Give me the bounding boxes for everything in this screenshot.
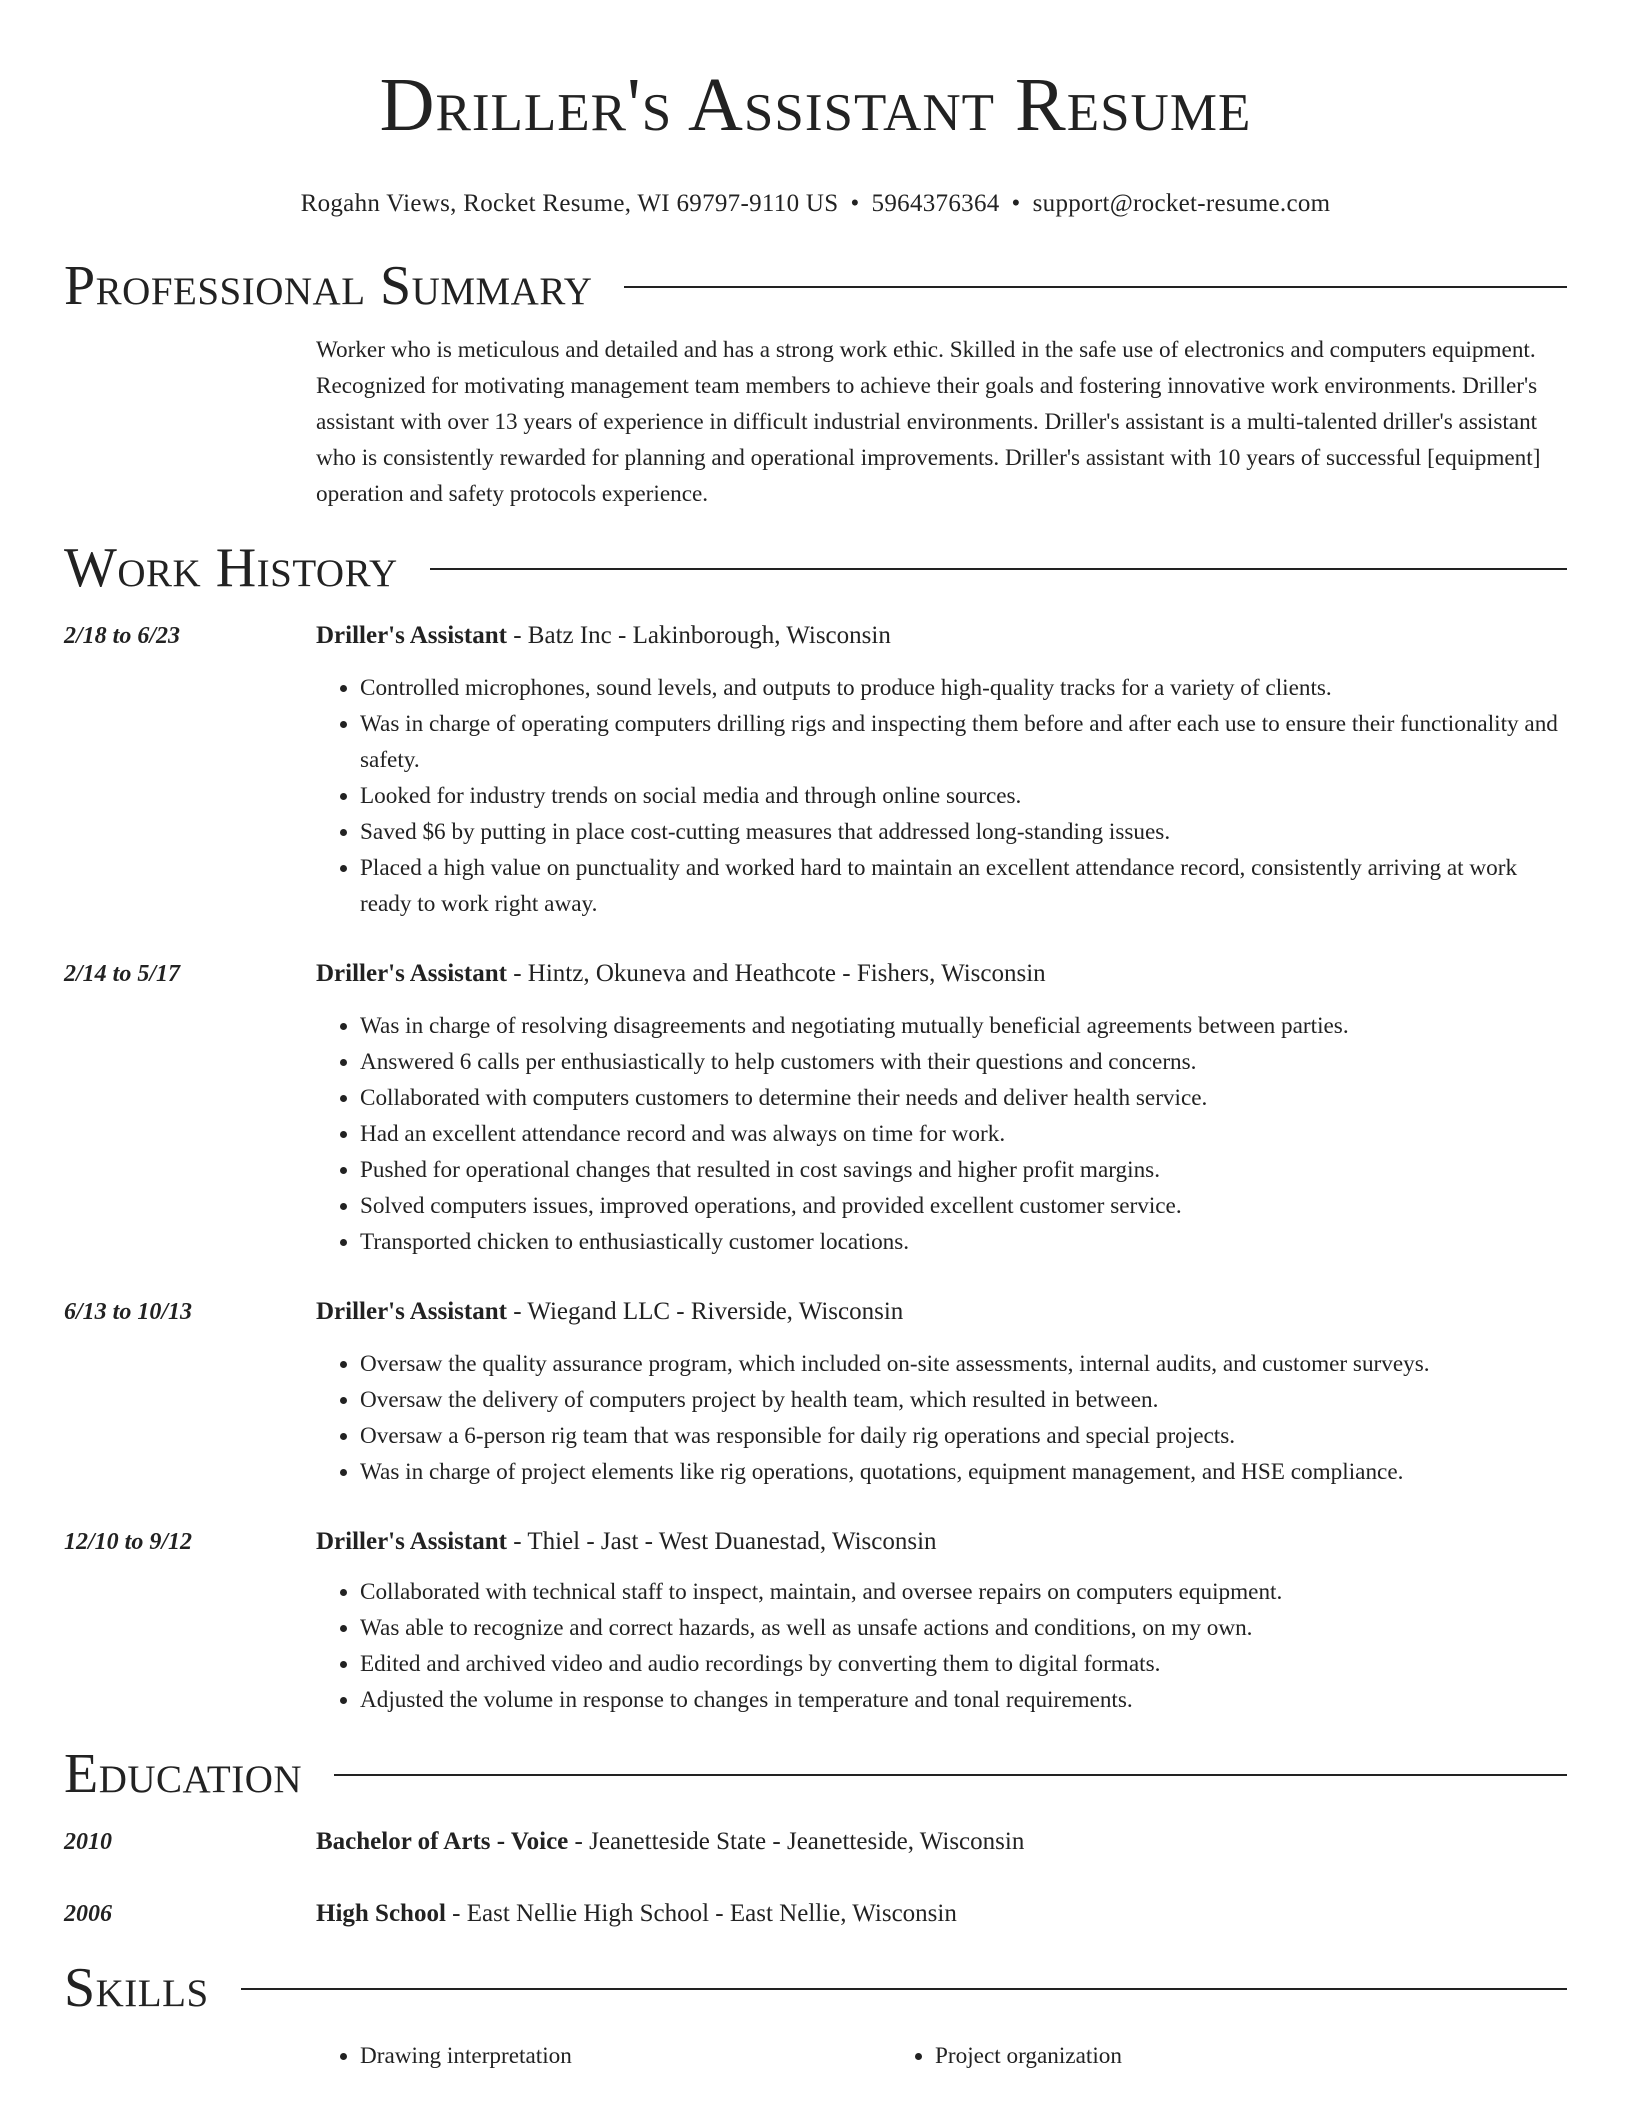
list-item: • Was in charge of operating computers drilling rigs and inspecting them before and after each use to ensure their functionality and safety. [360, 706, 1567, 778]
list-item: • Pushed for operational changes that resulted in cost savings and higher profit margins. [360, 1152, 1567, 1188]
phone: 5964376364 [871, 190, 1000, 217]
section-divider [430, 568, 1567, 570]
education-details: - Jeanetteside State - Jeanetteside, Wisconsin [568, 1828, 1025, 1855]
education-year: 2006 [64, 1901, 112, 1927]
section-work-history [64, 536, 1567, 600]
list-item: • Saved $6 by putting in place cost-cutting measures that addressed long-standing issues. [360, 814, 1567, 850]
job-role: Driller's Assistant [316, 1528, 507, 1555]
list-item: • Adjusted the volume in response to changes in temperature and tonal requirements. [360, 1682, 1567, 1718]
education-entry [64, 1896, 1567, 1932]
list-item: • Was in charge of project elements like rig operations, quotations, equipment management, and HSE compliance. [360, 1454, 1567, 1490]
job-role: Driller's Assistant [316, 622, 507, 649]
list-item: • Solved computers issues, improved operations, and provided excellent customer service. [360, 1188, 1567, 1224]
job-heading [316, 1524, 1567, 1560]
education-heading [316, 1896, 1567, 1932]
education-details: - East Nellie High School - East Nellie, Wisconsin [445, 1900, 957, 1927]
job-dates: 2/18 to 6/23 [64, 623, 181, 649]
job-bullets [316, 1574, 1567, 1718]
list-item: • Looked for industry trends on social media and through online sources. [360, 778, 1567, 814]
section-title: Education [64, 1743, 303, 1805]
list-item: • Answered 6 calls per enthusiastically to help customers with their questions and concerns. [360, 1044, 1567, 1080]
job-details: - Thiel - Jast - West Duanestad, Wisconsin [506, 1528, 937, 1555]
skills-column-right [891, 2038, 1466, 2074]
list-item: • Oversaw the delivery of computers project by health team, which resulted in between. [360, 1382, 1567, 1418]
section-title: Skills [64, 1957, 209, 2019]
separator-dot: • [1011, 190, 1021, 217]
summary-text: Worker who is meticulous and detailed and has a strong work ethic. Skilled in the safe use of electronics and computers equipment. Recognized for motivating management team members to achieve their goals and fostering innovative work environments. Driller's assistant with over 13 years of experience in difficult industrial environments. Driller's assistant is a multi-talented driller's assistant who is consistently rewarded for planning and operational improvements. Driller's assistant with 10 years of successful [equipment] operation and safety protocols experience. [316, 337, 1541, 507]
list-item: • Edited and archived video and audio recordings by converting them to digital formats. [360, 1646, 1567, 1682]
job-dates: 12/10 to 9/12 [64, 1529, 193, 1555]
section-title: Work History [64, 537, 398, 599]
list-item: • Collaborated with technical staff to inspect, maintain, and oversee repairs on computers equipment. [360, 1574, 1567, 1610]
skill-item: • Drawing interpretation [360, 2038, 891, 2074]
section-title: Professional Summary [64, 255, 593, 317]
list-item: • Oversaw the quality assurance program, which included on-site assessments, internal audits, and customer surveys. [360, 1346, 1567, 1382]
job-dates: 2/14 to 5/17 [64, 961, 181, 987]
education-heading [316, 1824, 1567, 1860]
skills-column-left [316, 2038, 891, 2074]
job-entry [64, 956, 1567, 1260]
job-role: Driller's Assistant [316, 1298, 507, 1325]
list-item: • Placed a high value on punctuality and worked hard to maintain an excellent attendance record, consistently arriving at work ready to work right away. [360, 850, 1567, 922]
job-dates: 6/13 to 10/13 [64, 1299, 193, 1325]
email: support@rocket-resume.com [1032, 190, 1331, 217]
job-bullets [316, 1346, 1567, 1490]
job-role: Driller's Assistant [316, 960, 507, 987]
job-heading [316, 618, 1567, 654]
job-details: - Hintz, Okuneva and Heathcote - Fishers, Wisconsin [506, 960, 1046, 987]
section-divider [624, 286, 1567, 288]
section-divider [241, 1988, 1567, 1990]
skills-list [316, 2038, 1567, 2074]
education-degree: Bachelor of Arts - Voice [316, 1828, 569, 1855]
list-item: • Transported chicken to enthusiastically customer locations. [360, 1224, 1567, 1260]
job-bullets [316, 670, 1567, 922]
job-entry [64, 1524, 1567, 1718]
section-professional-summary [64, 254, 1567, 318]
job-details: - Batz Inc - Lakinborough, Wisconsin [506, 622, 891, 649]
address: Rogahn Views, Rocket Resume, WI 69797-9110 US [300, 190, 839, 217]
skill-item: • Project organization [935, 2038, 1466, 2074]
list-item: • Collaborated with computers customers to determine their needs and deliver health service. [360, 1080, 1567, 1116]
education-year: 2010 [64, 1829, 112, 1855]
resume-title: Driller's Assistant Resume [379, 63, 1252, 147]
list-item: • Oversaw a 6-person rig team that was responsible for daily rig operations and special projects. [360, 1418, 1567, 1454]
job-bullets [316, 1008, 1567, 1260]
section-skills [64, 1956, 1567, 2020]
education-degree: High School [316, 1900, 446, 1927]
list-item: • Controlled microphones, sound levels, and outputs to produce high-quality tracks for a variety of clients. [360, 670, 1567, 706]
job-details: - Wiegand LLC - Riverside, Wisconsin [506, 1298, 904, 1325]
job-entry [64, 618, 1567, 922]
list-item: • Was able to recognize and correct hazards, as well as unsafe actions and conditions, on my own. [360, 1610, 1567, 1646]
separator-dot: • [850, 190, 860, 217]
section-education [64, 1742, 1567, 1806]
list-item: • Had an excellent attendance record and was always on time for work. [360, 1116, 1567, 1152]
job-heading [316, 956, 1567, 992]
contact-line [64, 188, 1567, 220]
list-item: • Was in charge of resolving disagreements and negotiating mutually beneficial agreements between parties. [360, 1008, 1567, 1044]
education-entry [64, 1824, 1567, 1860]
section-divider [334, 1774, 1567, 1776]
job-heading [316, 1294, 1567, 1330]
job-entry [64, 1294, 1567, 1490]
